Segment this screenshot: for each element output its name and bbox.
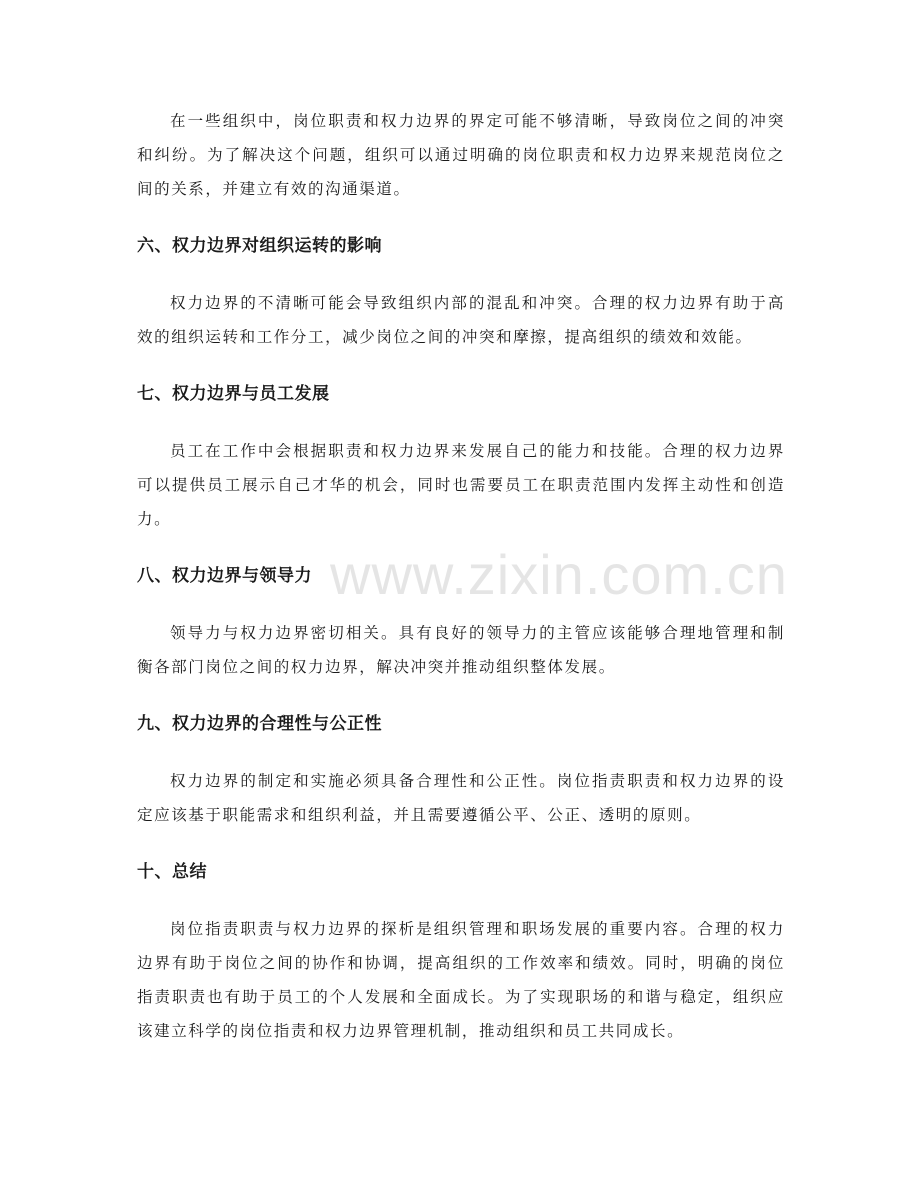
section-heading-7: 七、权力边界与员工发展: [137, 384, 330, 404]
section-paragraph-7: 员工在工作中会根据职责和权力边界来发展自己的能力和技能。合理的权力边界可以提供员工展示自己才华的机会，同时也需要员工在职责范围内发挥主动性和创造力。: [137, 442, 785, 528]
section-heading-9: 九、权力边界的合理性与公正性: [137, 714, 382, 734]
section-paragraph-8: 领导力与权力边界密切相关。具有良好的领导力的主管应该能够合理地管理和制衡各部门岗位之间的权力边界，解决冲突并推动组织整体发展。: [137, 624, 785, 676]
watermark: www.zixin.com.cn: [330, 543, 788, 606]
section-heading-10: 十、总结: [137, 862, 207, 882]
section-heading-6: 六、权力边界对组织运转的影响: [137, 236, 382, 256]
section-heading-8: 八、权力边界与领导力: [137, 566, 312, 586]
section-paragraph-6: 权力边界的不清晰可能会导致组织内部的混乱和冲突。合理的权力边界有助于高效的组织运转和工作分工，减少岗位之间的冲突和摩擦，提高组织的绩效和效能。: [137, 294, 785, 346]
intro-paragraph: 在一些组织中，岗位职责和权力边界的界定可能不够清晰，导致岗位之间的冲突和纠纷。为了解决这个问题，组织可以通过明确的岗位职责和权力边界来规范岗位之间的关系，并建立有效的沟通渠道。: [137, 112, 785, 198]
section-paragraph-9: 权力边界的制定和实施必须具备合理性和公正性。岗位指责职责和权力边界的设定应该基于职能需求和组织利益，并且需要遵循公平、公正、透明的原则。: [137, 772, 785, 824]
section-paragraph-10: 岗位指责职责与权力边界的探析是组织管理和职场发展的重要内容。合理的权力边界有助于岗位之间的协作和协调，提高组织的工作效率和绩效。同时，明确的岗位指责职责也有助于员工的个人发展和全面成长。为了实现职场的和谐与稳定，组织应该建立科学的岗位指责和权力边界管理机制，推动组织和员工共同成长。: [137, 920, 785, 1040]
